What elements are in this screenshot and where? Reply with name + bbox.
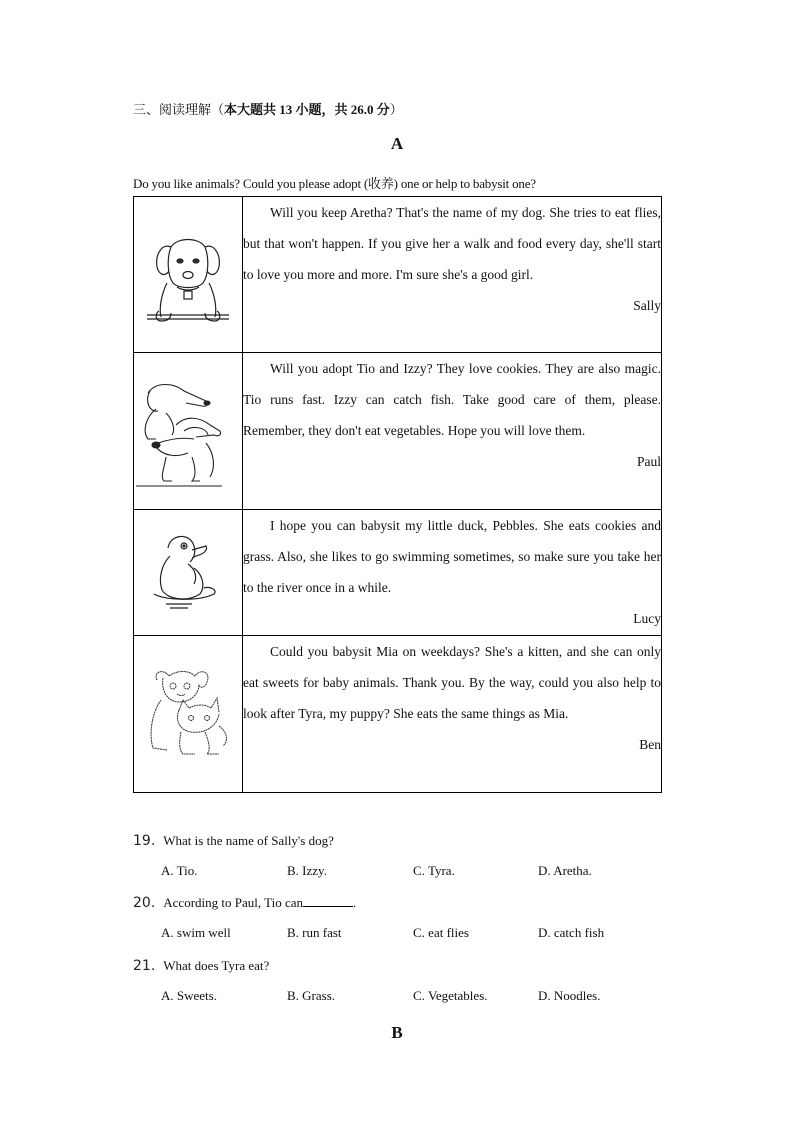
option-label: D. <box>538 863 551 878</box>
option-text: Tyra. <box>427 863 455 878</box>
ad-body-text: Will you adopt Tio and Izzy? They love cookies. They are also magic. Tio runs fast. Izzy can catch fish. Take good care of them, please. Remember, they don't eat vegetables. Hope you will love them. <box>243 361 661 438</box>
option-label: A. <box>161 863 174 878</box>
ad-signature: Lucy <box>633 611 661 626</box>
ad-text-cell <box>243 353 662 510</box>
option-a[interactable] <box>161 863 198 879</box>
answer-blank <box>303 896 353 907</box>
option-text: eat flies <box>428 925 469 940</box>
option-text: run fast <box>302 925 342 940</box>
option-text: Tio. <box>176 863 198 878</box>
ad-text-cell <box>243 510 662 636</box>
option-c[interactable] <box>413 863 455 879</box>
two-dachshunds-icon <box>136 373 226 488</box>
question-text: According to Paul, Tio can <box>163 895 304 910</box>
ad-image-cell <box>134 353 243 510</box>
option-label: A. <box>161 925 174 940</box>
section-heading-prefix: 三、阅读理解（ <box>133 102 225 117</box>
ad-text-cell <box>243 197 662 353</box>
puppy-and-kitten-icon <box>143 666 233 761</box>
question-period: . <box>353 895 357 910</box>
question-number: 19. <box>133 833 156 849</box>
option-label: C. <box>413 863 425 878</box>
option-a[interactable] <box>161 988 217 1004</box>
ad-row <box>134 197 662 353</box>
passage-a-letter: A <box>390 134 404 153</box>
passage-b-letter: B <box>391 1023 403 1042</box>
passage-a-intro: Do you like animals? Could you please adopt (收养) one or help to babysit one? <box>133 176 536 191</box>
section-heading <box>133 99 403 118</box>
ad-row <box>134 636 662 793</box>
ad-body-text: Could you babysit Mia on weekdays? She's a kitten, and she can only eat sweets for baby animals. Thank you. By the way, could you also help to look after Tyra, my puppy? She eats the same things as Mia. <box>243 644 661 721</box>
ad-body-text: Will you keep Aretha? That's the name of my dog. She tries to eat flies, but that won't happen. If you give her a walk and food every day, she'll start to love you more and more. I'm sure she's a good girl. <box>243 205 661 282</box>
question-text: What is the name of Sally's dog? <box>163 833 334 848</box>
ad-image-cell <box>134 636 243 793</box>
option-label: A. <box>161 988 174 1003</box>
ad-row <box>134 510 662 636</box>
option-label: B. <box>287 863 299 878</box>
option-text: Vegetables. <box>427 988 488 1003</box>
question-20 <box>133 894 356 912</box>
question-19 <box>133 832 334 850</box>
option-b[interactable] <box>287 863 327 879</box>
option-c[interactable] <box>413 988 488 1004</box>
option-b[interactable] <box>287 988 335 1004</box>
option-label: C. <box>413 988 425 1003</box>
ad-body-text: I hope you can babysit my little duck, Pebbles. She eats cookies and grass. Also, she likes to go swimming sometimes, so make sure you take her to the river once in a while. <box>243 518 661 595</box>
option-b[interactable] <box>287 925 342 941</box>
option-text: Sweets. <box>176 988 217 1003</box>
option-label: D. <box>538 925 551 940</box>
option-d[interactable] <box>538 988 600 1004</box>
option-label: B. <box>287 925 299 940</box>
duckling-icon <box>148 528 228 613</box>
option-text: Grass. <box>302 988 336 1003</box>
option-label: B. <box>287 988 299 1003</box>
ad-text-cell <box>243 636 662 793</box>
ad-signature: Paul <box>636 454 661 469</box>
question-number: 20. <box>133 895 156 911</box>
option-label: D. <box>538 988 551 1003</box>
section-heading-detail: 本大题共 13 小题，共 26.0 分 <box>224 102 390 117</box>
option-text: catch fish <box>553 925 605 940</box>
ad-row <box>134 353 662 510</box>
option-text: swim well <box>176 925 231 940</box>
option-label: C. <box>413 925 425 940</box>
question-number: 21. <box>133 958 156 974</box>
ad-signature: Ben <box>639 737 661 752</box>
question-text: What does Tyra eat? <box>163 958 270 973</box>
option-text: Noodles. <box>553 988 601 1003</box>
option-text: Aretha. <box>553 863 592 878</box>
adoption-ads-table <box>133 196 662 793</box>
ad-image-cell <box>134 197 243 353</box>
option-d[interactable] <box>538 863 592 879</box>
option-c[interactable] <box>413 925 469 941</box>
question-21 <box>133 957 269 975</box>
puppy-peeking-icon <box>143 225 233 325</box>
ad-signature: Sally <box>633 298 661 313</box>
option-text: Izzy. <box>302 863 327 878</box>
option-d[interactable] <box>538 925 604 941</box>
option-a[interactable] <box>161 925 231 941</box>
ad-image-cell <box>134 510 243 636</box>
section-heading-suffix: ） <box>389 102 403 117</box>
